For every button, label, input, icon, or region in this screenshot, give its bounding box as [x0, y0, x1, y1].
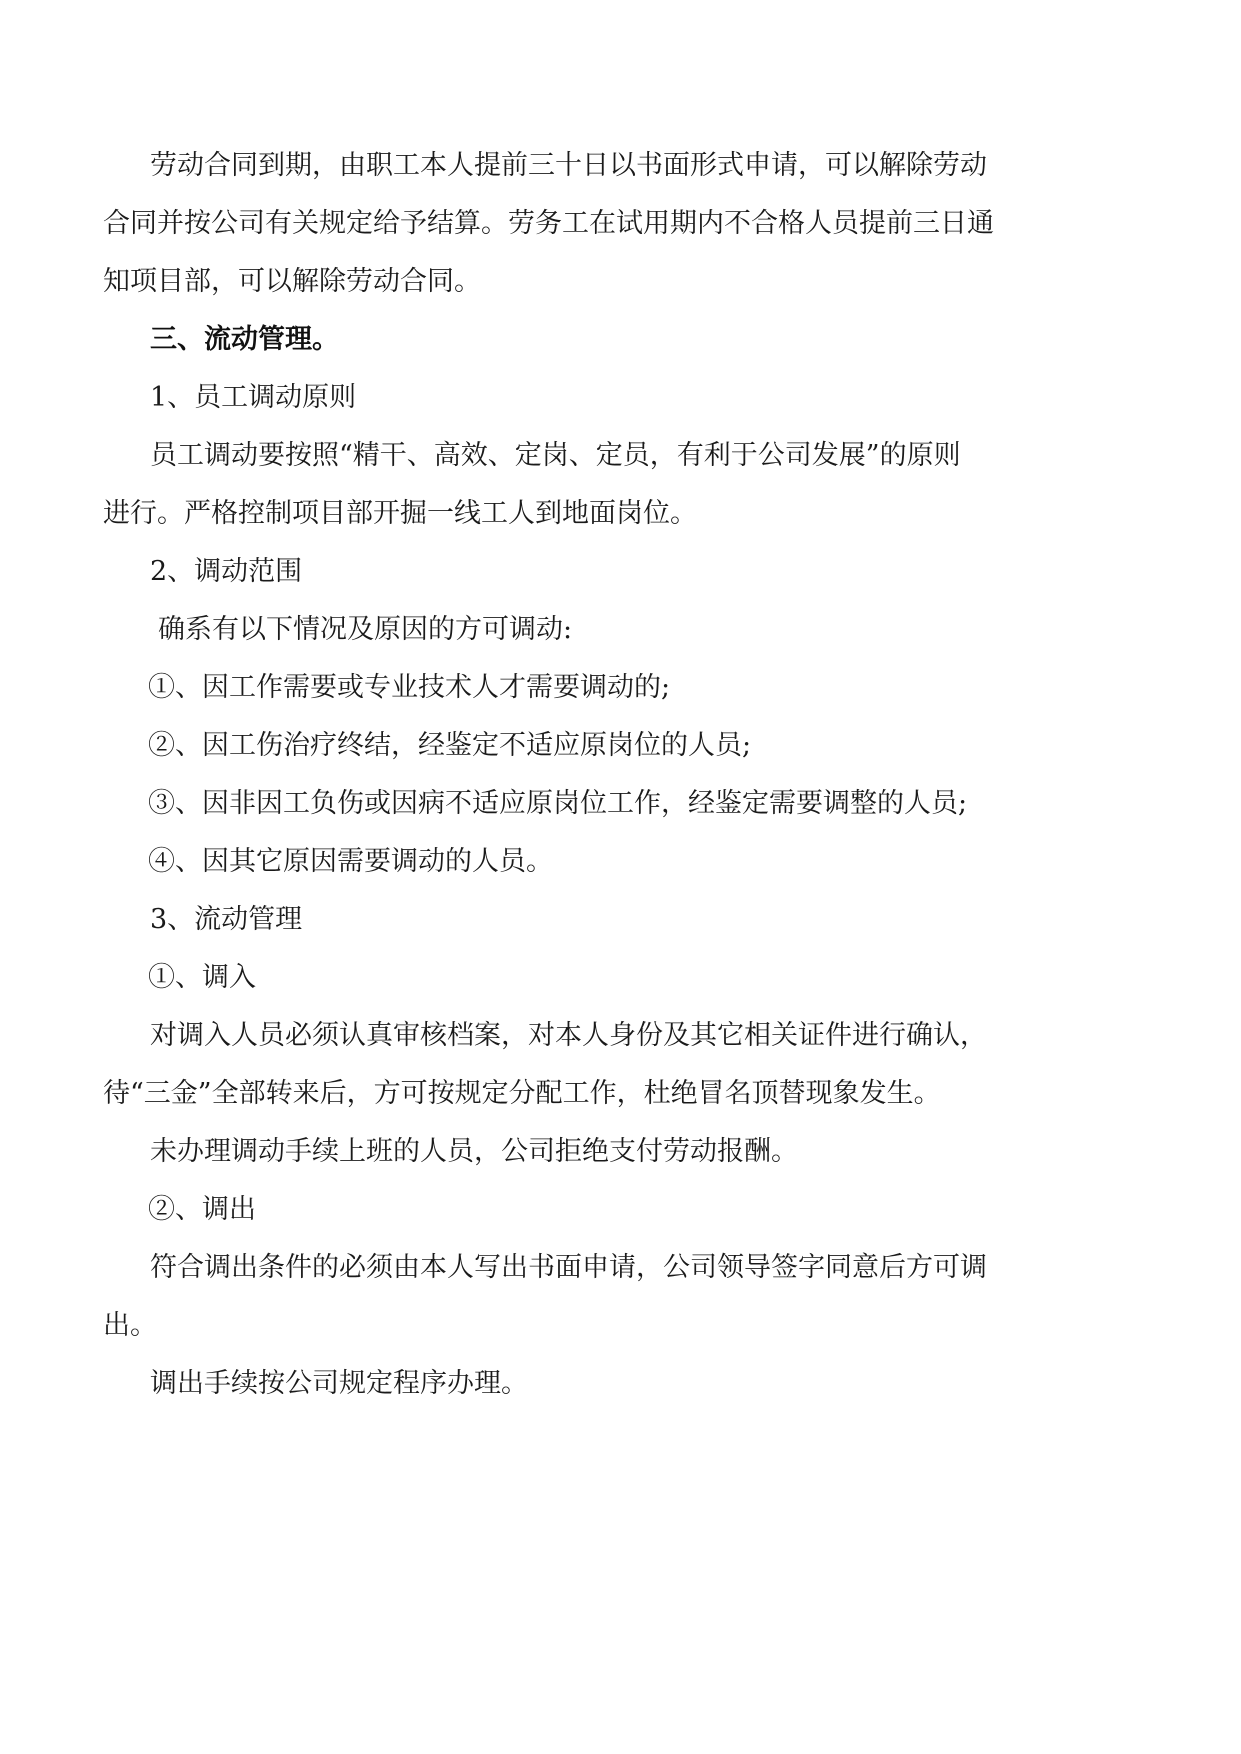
section-heading-flow-management: 三、流动管理。: [150, 324, 339, 355]
list-item-1: ①、因工作需要或专业技术人才需要调动的;: [148, 672, 671, 703]
paragraph-contract-expiry-line2: 合同并按公司有关规定给予结算。劳务工在试用期内不合格人员提前三日通: [103, 208, 994, 239]
paragraph-transfer-conditions: 确系有以下情况及原因的方可调动:: [158, 614, 573, 645]
subheading-transfer-in: ①、调入: [148, 962, 256, 993]
paragraph-transfer-procedure: 调出手续按公司规定程序办理。: [150, 1368, 528, 1399]
paragraph-no-pay: 未办理调动手续上班的人员，公司拒绝支付劳动报酬。: [150, 1136, 798, 1167]
paragraph-transfer-principles-line2: 进行。严格控制项目部开掘一线工人到地面岗位。: [103, 498, 697, 529]
paragraph-contract-expiry-line3: 知项目部，可以解除劳动合同。: [103, 266, 481, 297]
list-item-2: ②、因工伤治疗终结，经鉴定不适应原岗位的人员;: [148, 730, 752, 761]
paragraph-transfer-principles-line1: 员工调动要按照“精干、高效、定岗、定员，有利于公司发展”的原则: [150, 440, 961, 471]
paragraph-transfer-in-line1: 对调入人员必须认真审核档案，对本人身份及其它相关证件进行确认，: [150, 1020, 987, 1051]
list-item-3: ③、因非因工负伤或因病不适应原岗位工作，经鉴定需要调整的人员;: [148, 788, 968, 819]
paragraph-transfer-in-line2: 待“三金”全部转来后，方可按规定分配工作，杜绝冒名顶替现象发生。: [103, 1078, 941, 1109]
paragraph-transfer-out-line2: 出。: [103, 1310, 157, 1341]
subheading-flow-management: 3、流动管理: [150, 904, 303, 935]
subheading-transfer-principles: 1、员工调动原则: [150, 382, 357, 413]
paragraph-transfer-out-line1: 符合调出条件的必须由本人写出书面申请，公司领导签字同意后方可调: [150, 1252, 987, 1283]
subheading-transfer-scope: 2、调动范围: [150, 556, 303, 587]
paragraph-contract-expiry-line1: 劳动合同到期，由职工本人提前三十日以书面形式申请，可以解除劳动: [150, 150, 987, 181]
subheading-transfer-out: ②、调出: [148, 1194, 256, 1225]
list-item-4: ④、因其它原因需要调动的人员。: [148, 846, 553, 877]
